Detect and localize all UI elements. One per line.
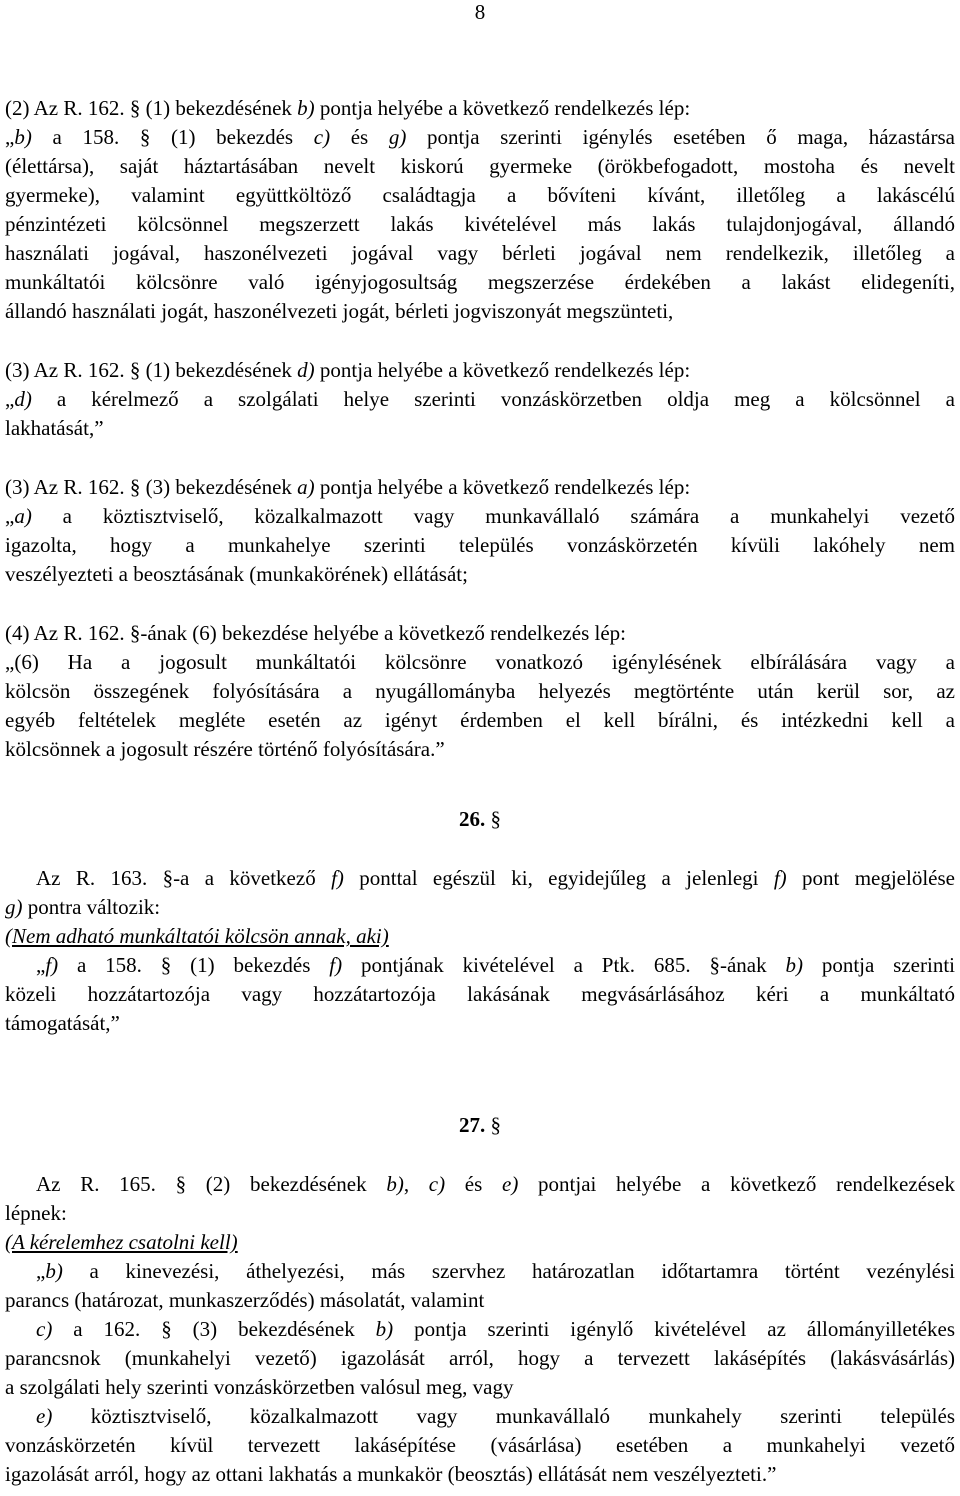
s26-line-2: g) pontra változik: [5, 895, 161, 919]
s27-line-10: vonzáskörzetén kívül tervezett lakásépítése (vásárlása) esetében a munkahelyi vezető [5, 1433, 955, 1457]
section-27-heading: 27. § [459, 1113, 501, 1137]
p3-line-3: igazolta, hogy a munkahelye szerinti település vonzáskörzetén kívüli lakóhely nem [5, 533, 955, 557]
p4-line-1: (4) Az R. 162. §-ának (6) bekezdése helyébe a következő rendelkezés lép: [5, 621, 626, 645]
section-sign: § [139, 125, 151, 149]
s26-line-6: támogatását,” [5, 1011, 120, 1035]
p1-line-4: gyermeke), valamint együttköltöző családtagja a bővíteni kívánt, illetőleg a lakáscélú [5, 183, 955, 207]
s27-line-1: Az R. 165. § (2) bekezdésének b), c) és e) pontjai helyébe a következő rendelkezések [36, 1172, 956, 1196]
p3-line-4: veszélyezteti a beosztásának (munkakörének) ellátását; [5, 562, 468, 586]
section-sign: § [161, 1317, 172, 1341]
section-sign: § [162, 866, 174, 890]
p3-line-2: „a) a köztisztviselő, közalkalmazott vagy munkavállaló számára a munkahelyi vezető [5, 504, 955, 528]
p4-line-3: kölcsön összegének folyósítására a nyugállományba helyezés megtörténte után kerül sor, az [5, 679, 955, 703]
p1-line-2: „b) a 158. § (1) bekezdés c) és g) pontja szerinti igénylés esetében ő maga, házastársa [5, 125, 955, 149]
s27-line-8: a szolgálati hely szerinti vonzáskörzetben valósul meg, vagy [5, 1375, 514, 1399]
section-sign: § [160, 953, 172, 977]
section-sign: § [129, 358, 141, 382]
s27-line-5: parancs (határozat, munkaszerződés) másolatát, valamint [5, 1288, 485, 1312]
s27-line-6: c) a 162. § (3) bekezdésének b) pontja szerinti igénylő kivételével az állományilletékes [36, 1317, 955, 1341]
p1-line-7: munkáltatói kölcsönre való igényjogosultság megszerzése érdekében a lakást elidegeníti, [5, 270, 955, 294]
s26-line-1: Az R. 163. §-a a következő f) ponttal egészül ki, egyidejűleg a jelenlegi f) pont megjelölése [36, 866, 955, 890]
p4-line-4: egyéb feltételek megléte esetén az igényt érdemben el kell bírálni, és intézkedni kell a [5, 708, 955, 732]
p2-line-2: „d) a kérelmező a szolgálati helye szerinti vonzáskörzetben oldja meg a kölcsönnel a [5, 387, 955, 411]
p1-line-3: (élettársa), saját háztartásában nevelt kiskorú gyermeke (örökbefogadott, mostoha és nevelt [5, 154, 955, 178]
s26-line-5: közeli hozzátartozója vagy hozzátartozója lakásának megvásárlásához kéri a munkáltató [5, 982, 955, 1006]
section-sign: § [129, 96, 141, 120]
section-sign: § [129, 621, 141, 645]
section-sign: § [175, 1172, 187, 1196]
s27-line-4: „b) a kinevezési, áthelyezési, más szervhez határozatlan időtartamra történt vezénylési [36, 1259, 955, 1283]
section-sign: § [490, 1113, 501, 1137]
s26-line-4: „f) a 158. § (1) bekezdés f) pontjának kivételével a Ptk. 685. §-ának b) pontja szerinti [36, 953, 955, 977]
section-sign: § [490, 807, 501, 831]
s27-line-11: igazolását arról, hogy az ottani lakhatás a munkakör (beosztás) ellátását nem veszélyezteti.” [5, 1462, 777, 1486]
p4-line-5: kölcsönnek a jogosult részére történő folyósítására.” [5, 737, 445, 761]
section-sign: § [129, 475, 141, 499]
p1-line-6: használati jogával, haszonélvezeti jogával vagy bérleti jogával nem rendelkezik, illetőleg a [5, 241, 955, 265]
p1-line-1: (2) Az R. 162. § (1) bekezdésének b) pontja helyébe a következő rendelkezés lép: [5, 96, 691, 120]
section-26-heading: 26. § [459, 807, 501, 831]
page-number: 8 [474, 0, 486, 24]
s27-line-3: (A kérelemhez csatolni kell) [5, 1230, 238, 1254]
p1-line-5: pénzintézeti kölcsönnel megszerzett lakás kivételével más lakás tulajdonjogával, állandó [5, 212, 955, 236]
s27-line-9: e) köztisztviselő, közalkalmazott vagy munkavállaló munkahely szerinti település [36, 1404, 955, 1428]
s26-line-3: (Nem adható munkáltatói kölcsön annak, aki) [5, 924, 389, 948]
s27-line-7: parancsnok (munkahelyi vezető) igazolását arról, hogy a tervezett lakásépítés (lakásvásárlás) [5, 1346, 955, 1370]
section-sign: § [709, 953, 720, 977]
p2-line-3: lakhatását,” [5, 416, 104, 440]
p3-line-1: (3) Az R. 162. § (3) bekezdésének a) pontja helyébe a következő rendelkezés lép: [5, 475, 691, 499]
p2-line-1: (3) Az R. 162. § (1) bekezdésének d) pontja helyébe a következő rendelkezés lép: [5, 358, 691, 382]
s27-line-2: lépnek: [5, 1201, 67, 1225]
p1-line-8: állandó használati jogát, haszonélvezeti jogát, bérleti jogviszonyát megszünteti, [5, 299, 674, 323]
p4-line-2: „(6) Ha a jogosult munkáltatói kölcsönre vonatkozó igénylésének elbírálására vagy a [5, 650, 955, 674]
